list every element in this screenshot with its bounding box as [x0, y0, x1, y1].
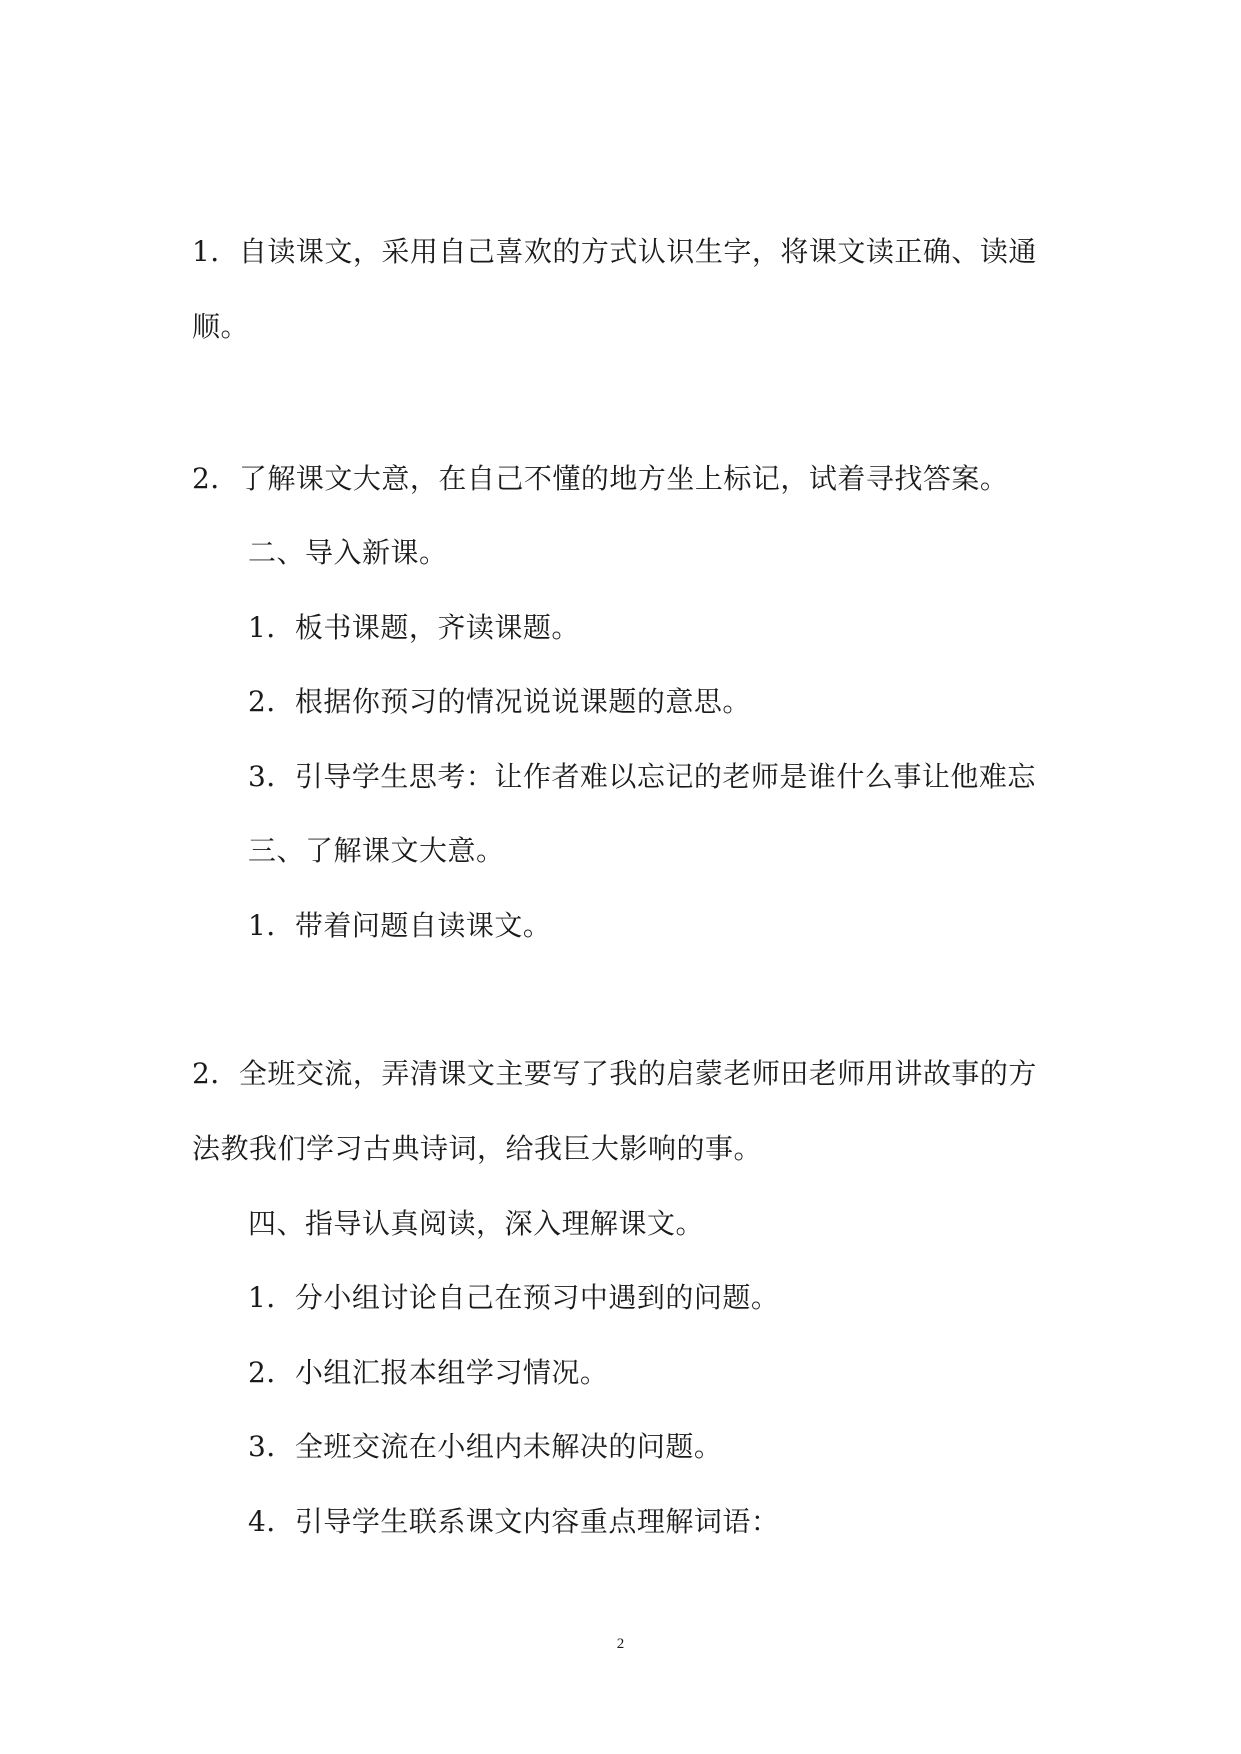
list-item: 3．全班交流在小组内未解决的问题。: [248, 1430, 723, 1463]
paragraph-line: 顺。: [192, 310, 250, 343]
section-heading: 四、指导认真阅读，深入理解课文。: [248, 1207, 705, 1240]
list-item: 2．根据你预习的情况说说课题的意思。: [248, 685, 751, 718]
page-number: 2: [616, 1636, 625, 1652]
list-item: 1．板书课题，齐读课题。: [248, 611, 580, 644]
list-item: 1．带着问题自读课文。: [248, 909, 552, 942]
list-item: 2．小组汇报本组学习情况。: [248, 1356, 609, 1389]
paragraph-line: 法教我们学习古典诗词，给我巨大影响的事。: [192, 1132, 763, 1165]
paragraph-line: 2．了解课文大意，在自己不懂的地方坐上标记，试着寻找答案。: [192, 462, 1009, 495]
list-item: 4．引导学生联系课文内容重点理解词语：: [248, 1505, 780, 1538]
section-heading: 三、了解课文大意。: [248, 834, 505, 867]
paragraph-line: 2．全班交流，弄清课文主要写了我的启蒙老师田老师用讲故事的方: [192, 1057, 1037, 1090]
list-item: 3．引导学生思考：让作者难以忘记的老师是谁什么事让他难忘: [248, 760, 1036, 793]
list-item: 1．分小组讨论自己在预习中遇到的问题。: [248, 1281, 780, 1314]
paragraph-line: 1．自读课文，采用自己喜欢的方式认识生字，将课文读正确、读通: [192, 235, 1037, 268]
section-heading: 二、导入新课。: [248, 536, 448, 569]
